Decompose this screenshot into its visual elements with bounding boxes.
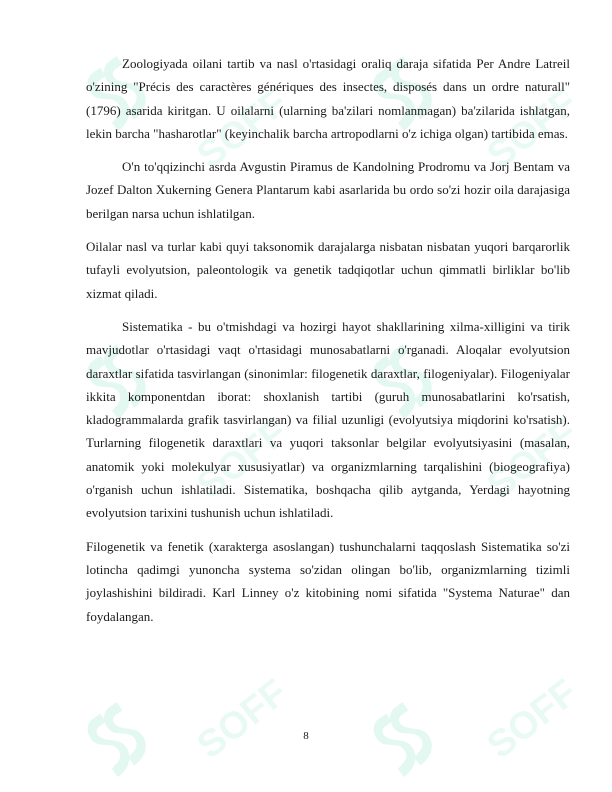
page-number: 8 (303, 730, 309, 742)
paragraph-5: Filogenetik va fenetik (xarakterga asoslangan) tushunchalarni taqqoslash Sistematika so'zi lotincha qadimgi yunoncha systema so'zidan olingan bo'lib, organizmlarning tizimli joylashishini bildiradi. Karl Linney o'z kitobining nomi sifatida "Systema Naturae" dan foydalangan. (86, 538, 570, 624)
watermark-text: SOFF (479, 411, 586, 508)
watermark-text: SOFF (479, 671, 586, 768)
paragraph-4: Sistematika - bu o'tmishdagi va hozirgi hayot shakllarining xilma-xilligini va tirik mavjudotlar o'rtasidagi vaqt o'rtasidagi munosabatlarni o'rganadi. Aloqalar evolyutsion daraxtlar sifatida tasvirlangan (sinonimlar: filogenetik daraxtlar, filogeniyalar). Filogeniyalar ikkita komponentdan iborat: shoxlanish tartibi (guruh munosabatlarini ko'rsatish, kladogrammalarda grafik tasvirlangan) va filial uzunligi (evolyutsiya miqdorini ko'rsatish). Turlarning filogenetik daraxtlari va yuqori taksonlar belgilar evolyutsiyasini (masalan, anatomik yoki molekulyar xususiyatlar) va organizmlarning tarqalishini (biogeografiya) o'rganish uchun ishlatiladi. Sistematika, boshqacha qilib aytganda, Yerdagi hayotning evolyutsion tarixini tushunish uchun ishlatiladi. (86, 318, 570, 521)
watermark-text: SOFF (189, 411, 296, 508)
watermark-text: SOFF (189, 81, 296, 178)
watermark-text: SOFF (479, 81, 586, 178)
paragraph-2: O'n to'qqizinchi asrda Avgustin Piramus de Kandolning Prodromu va Jorj Bentam va Jozef Dalton Xukerning Genera Plantarum kabi asarlarida bu ordo so'zi hozir oila darajasiga berilgan narsa uchun ishlatilgan. (86, 159, 570, 221)
paragraph-1: Zoologiyada oilani tartib va nasl o'rtasidagi oraliq daraja sifatida Per Andre Latreil o'zining "Précis des caractères génériques des insectes, disposés dans un ordre naturall" (1796) asarida kiritgan. U oilalarni (ularning ba'zilari nomlanmagan) ba'zilarida ishlatgan, lekin barcha "hasharotlar" (keyinchalik barcha artropodlarni o'z ichiga olgan) tartibida emas. (86, 56, 570, 141)
watermark-text: SOFF (189, 671, 296, 768)
paragraph-3: Oilalar nasl va turlar kabi quyi taksonomik darajalarga nisbatan nisbatan yuqori barqarorlik tufayli evolyutsion, paleontologik va genetik tadqiqotlar uchun qimmatli birliklar bo'lib xizmat qiladi. (86, 239, 570, 301)
page-body (86, 52, 570, 638)
